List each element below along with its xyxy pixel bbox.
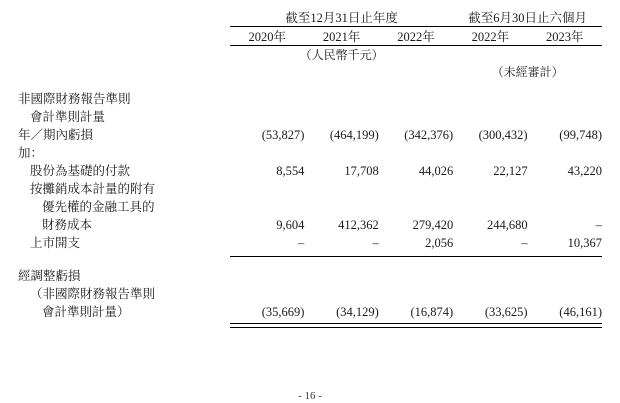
row-value: – [372,236,379,250]
table-row [18,179,602,197]
row-value [453,179,527,197]
financial-table [18,8,602,328]
table-row [18,215,602,233]
group-header-interim: 截至6月30日止六個月 [468,11,587,25]
row-value: – [595,218,602,232]
total-value [453,284,527,302]
double-rule-bot-1 [230,328,304,329]
spacer-cell [18,80,602,89]
total-value: (16,874) [410,305,454,319]
table-year-header-row [18,27,602,46]
table-total-row [18,284,602,302]
total-label: 經調整虧損 [18,269,81,283]
row-value: 244,680 [486,218,528,232]
table-group-header-row [18,8,602,27]
row-label: 加： [18,146,44,160]
row-value: 8,554 [276,164,305,178]
row-value [379,143,453,161]
empty-corner-3 [18,46,230,63]
currency-note-empty [453,46,602,63]
row-value [528,89,602,107]
total-value: (33,625) [484,305,528,319]
row-label: 上市開支 [30,236,81,250]
row-value [528,143,602,161]
currency-note-row [18,46,602,63]
row-value [304,197,378,215]
col-header-2022-interim: 2022年 [471,30,510,44]
row-value [304,179,378,197]
total-value: (35,669) [261,305,305,319]
row-value [528,197,602,215]
col-header-2022: 2022年 [397,30,435,44]
total-value: (46,161) [559,305,602,319]
row-value: – [298,236,305,250]
total-value [528,266,602,284]
group-header-annual: 截至12月31日止年度 [285,11,398,25]
row-value: 17,708 [344,164,379,178]
row-value: (342,376) [404,128,454,142]
rule-spacer-5 [18,328,230,329]
row-value [453,89,527,107]
col-header-2023-interim: 2023年 [546,30,584,44]
row-value [379,107,453,125]
row-value: (53,827) [261,128,305,142]
table-row [18,125,602,143]
empty-corner [18,8,230,27]
audit-note: （未經審計） [491,65,564,79]
audit-note-empty [230,63,453,80]
row-value: 412,362 [338,218,379,232]
table-row [18,197,602,215]
table-total-row [18,302,602,320]
row-value: 2,056 [425,236,454,250]
total-value [304,266,378,284]
total-label: （非國際財務報告準則 [30,287,156,301]
row-value: 10,367 [567,236,602,250]
row-value [379,89,453,107]
table-row [18,107,602,125]
row-label: 股份為基礎的付款 [30,164,131,178]
total-value [453,266,527,284]
total-label: 會計準則計量） [42,305,130,319]
total-spacer [18,257,602,266]
header-body-spacer [18,80,602,89]
row-value [453,143,527,161]
empty-corner-4 [18,63,230,80]
total-value [528,284,602,302]
audit-note-row [18,63,602,80]
row-value [230,107,304,125]
total-value [379,266,453,284]
double-rule-bot-4 [453,328,527,329]
row-value: (300,432) [478,128,528,142]
total-value [379,284,453,302]
row-value [453,107,527,125]
row-value: 43,220 [567,164,602,178]
row-label: 年／期內虧損 [18,128,94,142]
empty-corner-2 [18,27,230,46]
row-label: 財務成本 [42,218,93,232]
row-value [230,197,304,215]
total-value [304,284,378,302]
row-value [379,179,453,197]
total-value [230,284,304,302]
row-value [304,143,378,161]
row-value [528,179,602,197]
double-rule-bottom-row [18,328,602,329]
page-number: - 16 - [298,390,322,402]
double-rule-bot-2 [304,328,378,329]
row-label: 優先權的金融工具的 [42,200,155,214]
col-header-2021: 2021年 [322,30,361,44]
row-label: 會計準則計量 [30,110,106,124]
row-value [453,197,527,215]
total-value [230,266,304,284]
row-value [230,143,304,161]
row-value: (464,199) [329,128,379,142]
table-row [18,161,602,179]
row-value: (99,748) [559,128,602,142]
row-value [528,107,602,125]
row-label: 非國際財務報告準則 [18,92,131,106]
row-value [304,107,378,125]
spacer-cell-2 [18,257,602,266]
row-value: 279,420 [412,218,454,232]
row-value: – [521,236,528,250]
col-header-2020: 2020年 [248,30,286,44]
row-value [379,197,453,215]
row-value: 22,127 [493,164,528,178]
row-value [230,89,304,107]
table-row [18,143,602,161]
row-label: 按攤銷成本計量的附有 [30,182,156,196]
row-value [304,89,378,107]
table-row [18,233,602,251]
double-rule-bot-3 [379,328,453,329]
total-value: (34,129) [336,305,379,319]
currency-note: （人民幣千元） [299,48,384,62]
table-row [18,89,602,107]
row-value [230,179,304,197]
double-rule-bot-5 [528,328,602,329]
row-value: 44,026 [418,164,454,178]
table-total-row [18,266,602,284]
row-value: 9,604 [276,218,305,232]
